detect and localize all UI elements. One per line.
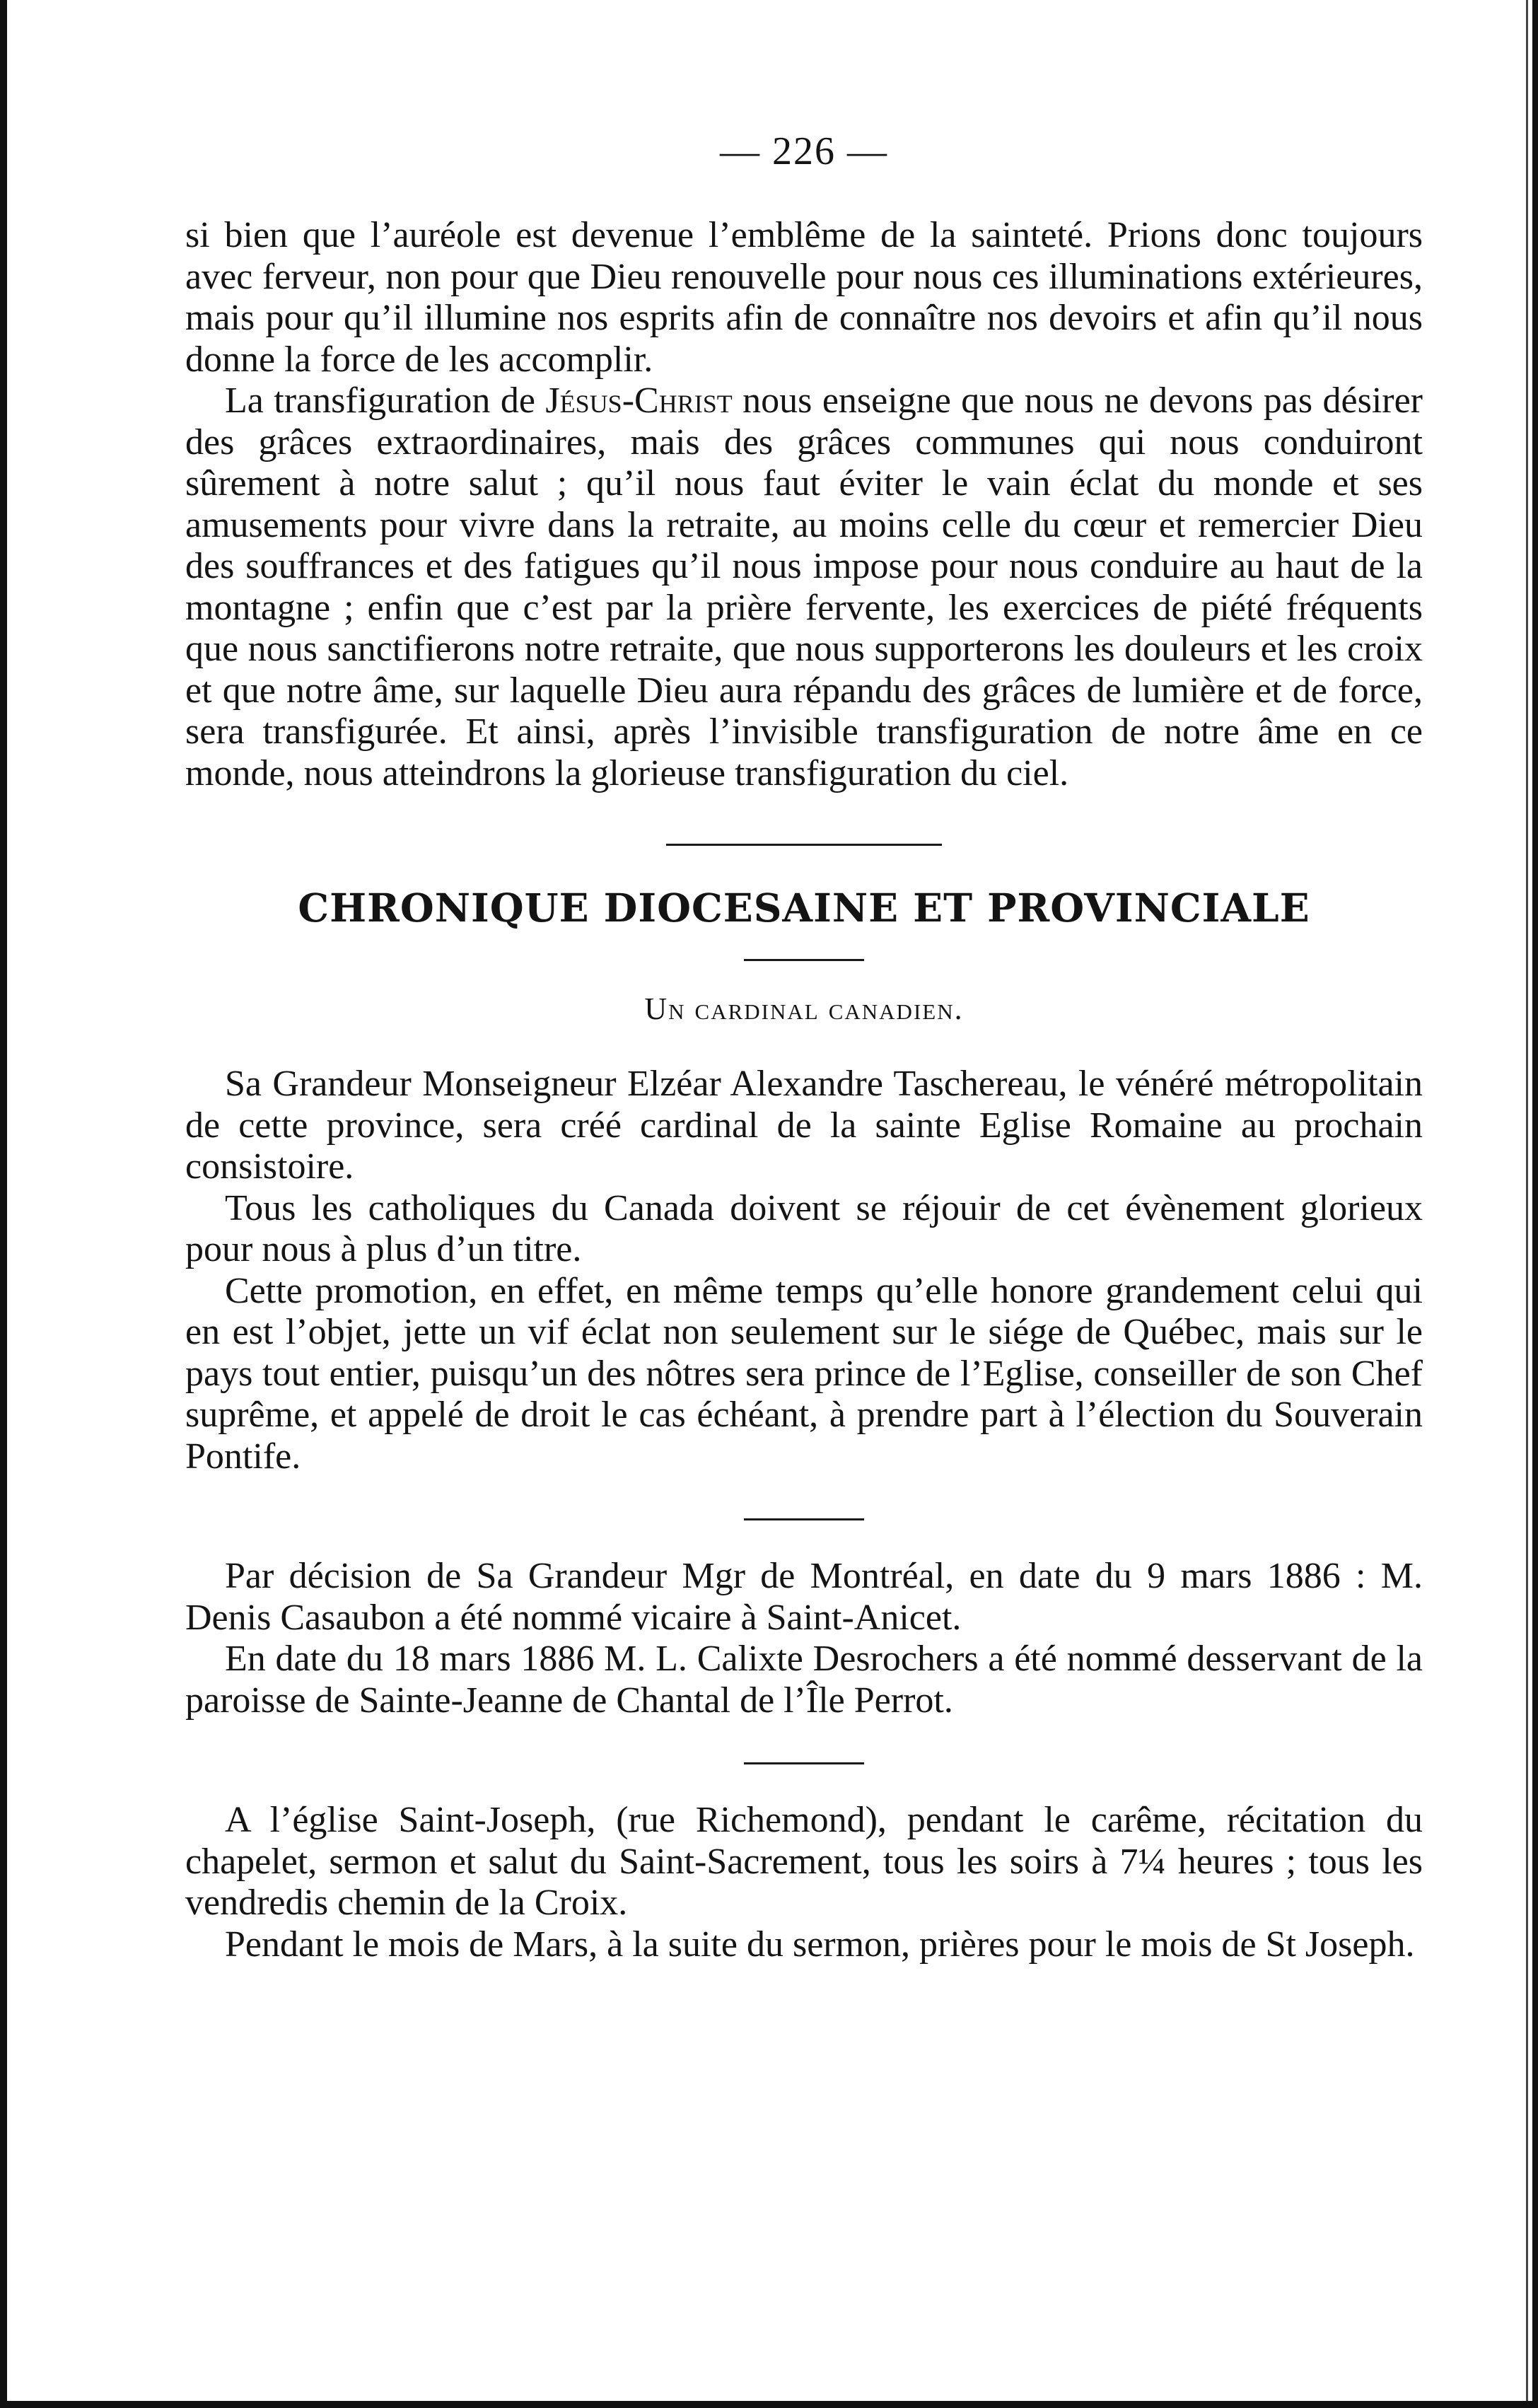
item-divider-1 xyxy=(744,1518,864,1520)
chronique-paragraph-2: Tous les catholiques du Canada doivent se réjouir de cet évènement glorieux pour nous à plus d’un titre. xyxy=(185,1187,1423,1269)
scan-edge-bottom xyxy=(0,2401,1538,2408)
scan-edge-right xyxy=(1532,0,1538,2408)
section-divider xyxy=(666,844,942,846)
opening-paragraph-2-start: La transfiguration de xyxy=(225,380,546,421)
nominations-paragraph-2: En date du 18 mars 1886 M. L. Calixte Desrochers a été nommé desservant de la paroisse de Sainte-Jeanne de Chantal de l’Île Perrot. xyxy=(185,1639,1423,1721)
section-heading: CHRONIQUE DIOCESAINE ET PROVINCIALE xyxy=(298,885,1310,931)
annonces-paragraph-2: Pendant le mois de Mars, à la suite du sermon, prières pour le mois de St Joseph. xyxy=(225,1924,1415,1965)
jesus-christ-name: Jésus-Christ xyxy=(545,380,733,421)
opening-paragraph-2 xyxy=(185,380,1423,794)
opening-paragraph-1: si bien que l’auréole est devenue l’emblême de la sainteté. Prions donc toujours avec ferveur, non pour que Dieu renouvelle pour nous ces illuminations extérieures, mais pour qu’il illumine nos esprits afin de connaître nos devoirs et afin qu’il nous donne la force de les accomplir. xyxy=(185,215,1423,380)
chronique-paragraph-3: Cette promotion, en effet, en même temps qu’elle honore grandement celui qui en est l’objet, jette un vif éclat non seulement sur le siége de Québec, mais sur le pays tout entier, puisqu’un des nôtres sera prince de l’Eglise, conseiller de son Chef suprême, et appelé de droit le cas échéant, à prendre part à l’élection du Souverain Pontife. xyxy=(185,1270,1423,1477)
page-number: — 226 — xyxy=(720,129,888,173)
page-content xyxy=(185,129,1423,1965)
scan-edge-right-inner xyxy=(1526,0,1528,2408)
chronique-paragraph-1: Sa Grandeur Monseigneur Elzéar Alexandre Taschereau, le vénéré métropolitain de cette province, sera créé cardinal de la sainte Eglise Romaine au prochain consistoire. xyxy=(185,1064,1423,1187)
opening-paragraph-2-rest: nous enseigne que nous ne devons pas désirer des grâces extraordinaires, mais des grâces communes qui nous conduiront sûrement à notre salut ; qu’il nous faut éviter le vain éclat du monde et ses amusements pour vivre dans la retraite, au moins celle du cœur et remercier Dieu des souffrances et des fatigues qu’il nous impose pour nous conduire au haut de la montagne ; enfin que c’est par la prière fervente, les exercices de piété fréquents que nous sanctifierons notre retraite, que nous supporterons les douleurs et les croix et que notre âme, sur laquelle Dieu aura répandu des grâces de lumière et de force, sera transfigurée. Et ainsi, après l’invisible transfiguration de notre âme en ce monde, nous atteindrons la glorieuse transfiguration du ciel. xyxy=(185,380,1423,793)
scan-edge-left xyxy=(0,0,7,2408)
section-subheading: Un cardinal canadien. xyxy=(644,991,964,1026)
item-divider-2 xyxy=(744,1762,864,1764)
nominations-paragraph-1: Par décision de Sa Grandeur Mgr de Montréal, en date du 9 mars 1886 : M. Denis Casaubon a été nommé vicaire à Saint-Anicet. xyxy=(185,1556,1423,1638)
annonces-paragraph-1: A l’église Saint-Joseph, (rue Richemond), pendant le carême, récitation du chapelet, sermon et salut du Saint-Sacrement, tous les soirs à 7¼ heures ; tous les vendredis chemin de la Croix. xyxy=(185,1800,1423,1923)
heading-divider xyxy=(744,959,864,961)
